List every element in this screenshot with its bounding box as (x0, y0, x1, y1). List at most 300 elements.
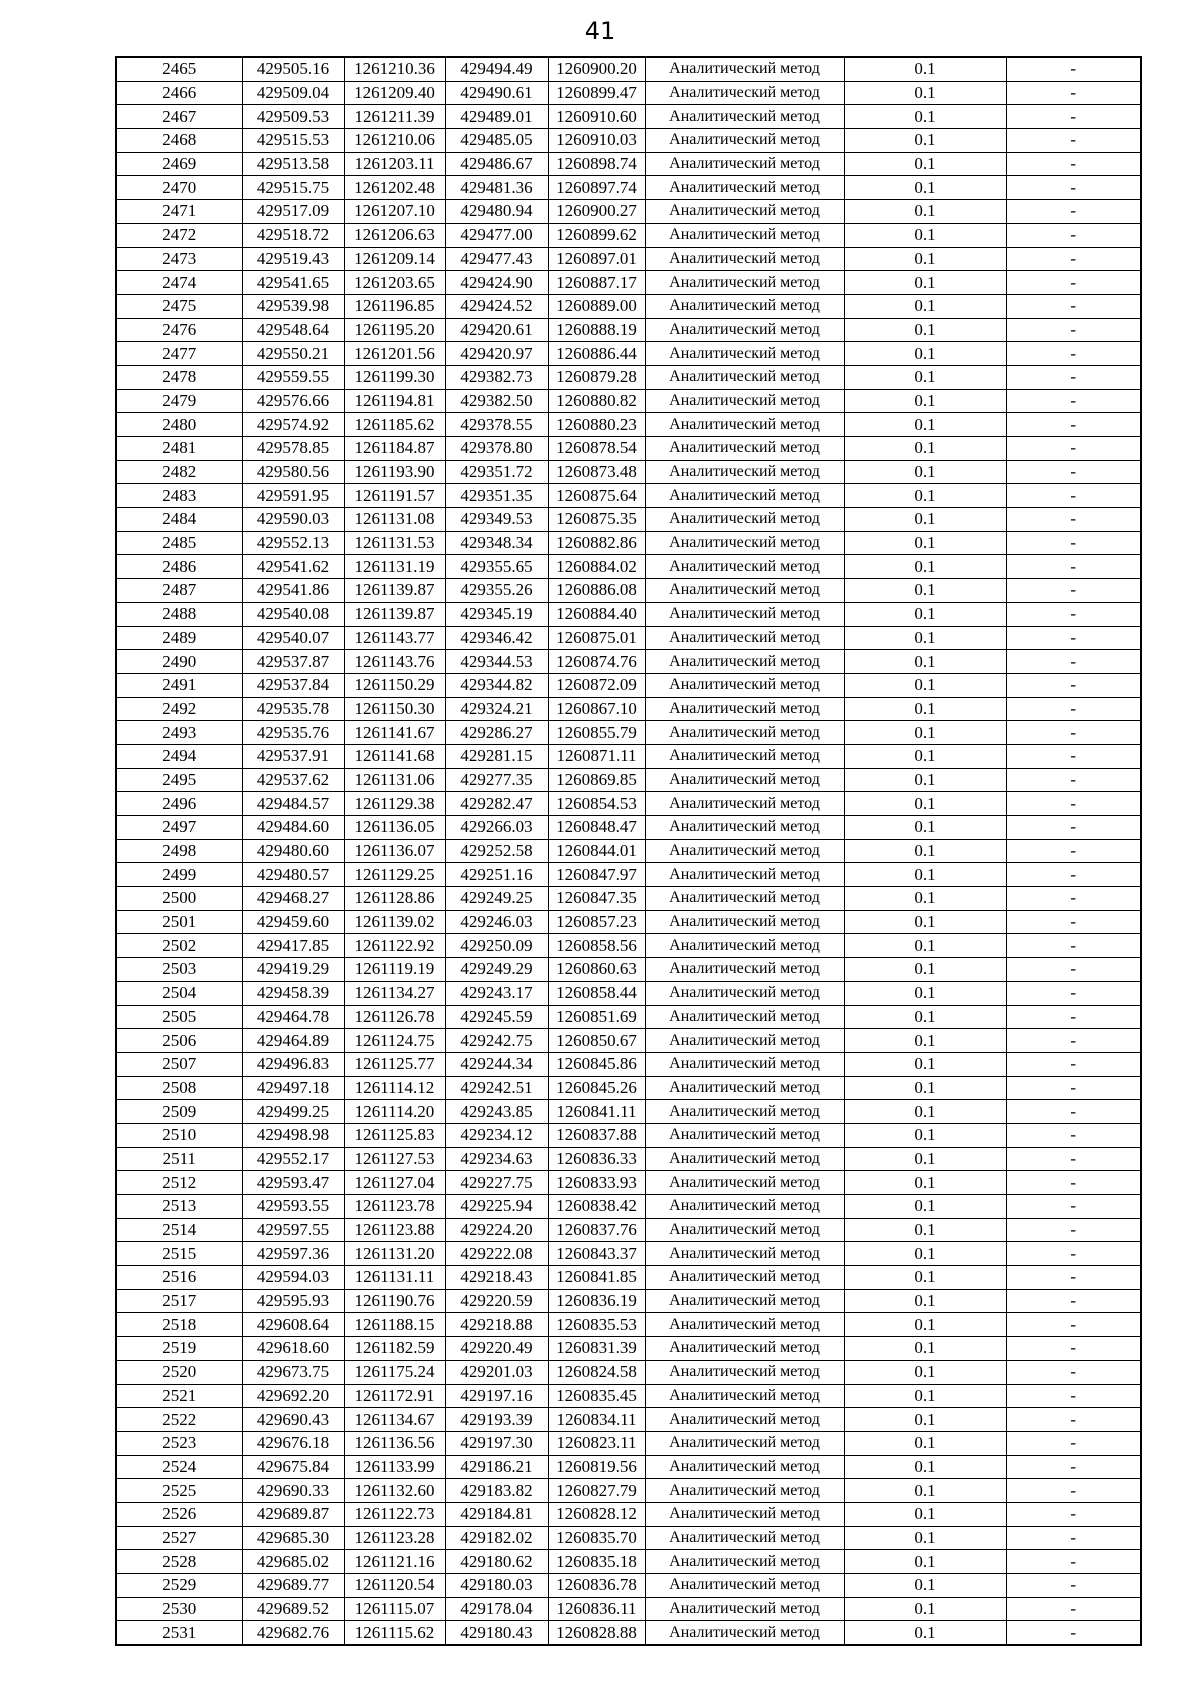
y1-cell: 1261134.27 (344, 981, 445, 1005)
x1-cell: 429509.53 (242, 105, 344, 129)
dash-cell: - (1006, 1218, 1141, 1242)
dash-cell: - (1006, 1147, 1141, 1171)
method-cell: Аналитический метод (645, 1147, 844, 1171)
x2-cell: 429178.04 (445, 1597, 548, 1621)
precision-cell: 0.1 (844, 1431, 1006, 1455)
x1-cell: 429682.76 (242, 1621, 344, 1645)
table-row (116, 555, 1141, 579)
table-row (116, 1100, 1141, 1124)
point-number-cell: 2475 (116, 294, 242, 318)
table-row (116, 1266, 1141, 1290)
y1-cell: 1261115.07 (344, 1597, 445, 1621)
method-cell: Аналитический метод (645, 1289, 844, 1313)
table-row (116, 460, 1141, 484)
point-number-cell: 2512 (116, 1171, 242, 1195)
y2-cell: 1260869.85 (548, 768, 645, 792)
method-cell: Аналитический метод (645, 958, 844, 982)
method-cell: Аналитический метод (645, 1408, 844, 1432)
dash-cell: - (1006, 318, 1141, 342)
x2-cell: 429286.27 (445, 721, 548, 745)
dash-cell: - (1006, 981, 1141, 1005)
x1-cell: 429484.60 (242, 816, 344, 840)
point-number-cell: 2478 (116, 365, 242, 389)
y1-cell: 1261194.81 (344, 389, 445, 413)
point-number-cell: 2469 (116, 152, 242, 176)
precision-cell: 0.1 (844, 721, 1006, 745)
precision-cell: 0.1 (844, 531, 1006, 555)
y2-cell: 1260837.88 (548, 1123, 645, 1147)
dash-cell: - (1006, 1550, 1141, 1574)
y1-cell: 1261203.11 (344, 152, 445, 176)
point-number-cell: 2485 (116, 531, 242, 555)
x1-cell: 429509.04 (242, 81, 344, 105)
x1-cell: 429548.64 (242, 318, 344, 342)
x2-cell: 429197.30 (445, 1431, 548, 1455)
dash-cell: - (1006, 697, 1141, 721)
dash-cell: - (1006, 1384, 1141, 1408)
y2-cell: 1260850.67 (548, 1029, 645, 1053)
point-number-cell: 2468 (116, 129, 242, 153)
y2-cell: 1260837.76 (548, 1218, 645, 1242)
precision-cell: 0.1 (844, 816, 1006, 840)
y2-cell: 1260836.11 (548, 1597, 645, 1621)
x2-cell: 429222.08 (445, 1242, 548, 1266)
point-number-cell: 2506 (116, 1029, 242, 1053)
dash-cell: - (1006, 1526, 1141, 1550)
method-cell: Аналитический метод (645, 508, 844, 532)
y1-cell: 1261127.04 (344, 1171, 445, 1195)
y1-cell: 1261188.15 (344, 1313, 445, 1337)
table-row (116, 958, 1141, 982)
table-row (116, 1526, 1141, 1550)
method-cell: Аналитический метод (645, 223, 844, 247)
precision-cell: 0.1 (844, 887, 1006, 911)
dash-cell: - (1006, 1574, 1141, 1598)
point-number-cell: 2505 (116, 1005, 242, 1029)
x1-cell: 429541.62 (242, 555, 344, 579)
point-number-cell: 2479 (116, 389, 242, 413)
method-cell: Аналитический метод (645, 1431, 844, 1455)
table-row (116, 200, 1141, 224)
x2-cell: 429351.72 (445, 460, 548, 484)
x2-cell: 429424.90 (445, 271, 548, 295)
method-cell: Аналитический метод (645, 555, 844, 579)
y2-cell: 1260854.53 (548, 792, 645, 816)
y2-cell: 1260867.10 (548, 697, 645, 721)
precision-cell: 0.1 (844, 958, 1006, 982)
method-cell: Аналитический метод (645, 531, 844, 555)
x1-cell: 429539.98 (242, 294, 344, 318)
x1-cell: 429497.18 (242, 1076, 344, 1100)
y2-cell: 1260872.09 (548, 673, 645, 697)
dash-cell: - (1006, 1621, 1141, 1645)
method-cell: Аналитический метод (645, 342, 844, 366)
y2-cell: 1260880.23 (548, 413, 645, 437)
point-number-cell: 2466 (116, 81, 242, 105)
x1-cell: 429499.25 (242, 1100, 344, 1124)
y1-cell: 1261123.78 (344, 1195, 445, 1219)
dash-cell: - (1006, 1076, 1141, 1100)
method-cell: Аналитический метод (645, 673, 844, 697)
dash-cell: - (1006, 81, 1141, 105)
precision-cell: 0.1 (844, 1171, 1006, 1195)
x1-cell: 429541.86 (242, 579, 344, 603)
table-row (116, 271, 1141, 295)
x1-cell: 429550.21 (242, 342, 344, 366)
page-number: 41 (584, 17, 616, 45)
x1-cell: 429590.03 (242, 508, 344, 532)
table-row (116, 1029, 1141, 1053)
point-number-cell: 2521 (116, 1384, 242, 1408)
x2-cell: 429277.35 (445, 768, 548, 792)
y2-cell: 1260833.93 (548, 1171, 645, 1195)
x1-cell: 429593.55 (242, 1195, 344, 1219)
precision-cell: 0.1 (844, 863, 1006, 887)
y1-cell: 1261195.20 (344, 318, 445, 342)
dash-cell: - (1006, 863, 1141, 887)
y1-cell: 1261139.87 (344, 579, 445, 603)
point-number-cell: 2488 (116, 602, 242, 626)
x2-cell: 429245.59 (445, 1005, 548, 1029)
x2-cell: 429242.51 (445, 1076, 548, 1100)
table-row (116, 1550, 1141, 1574)
table-row (116, 389, 1141, 413)
y1-cell: 1261185.62 (344, 413, 445, 437)
x2-cell: 429346.42 (445, 626, 548, 650)
method-cell: Аналитический метод (645, 1266, 844, 1290)
y2-cell: 1260835.18 (548, 1550, 645, 1574)
x1-cell: 429559.55 (242, 365, 344, 389)
point-number-cell: 2474 (116, 271, 242, 295)
y2-cell: 1260841.11 (548, 1100, 645, 1124)
point-number-cell: 2522 (116, 1408, 242, 1432)
y2-cell: 1260899.47 (548, 81, 645, 105)
precision-cell: 0.1 (844, 460, 1006, 484)
table-row (116, 1502, 1141, 1526)
y2-cell: 1260860.63 (548, 958, 645, 982)
table-row (116, 1313, 1141, 1337)
point-number-cell: 2490 (116, 650, 242, 674)
y1-cell: 1261131.19 (344, 555, 445, 579)
point-number-cell: 2483 (116, 484, 242, 508)
y2-cell: 1260835.45 (548, 1384, 645, 1408)
point-number-cell: 2513 (116, 1195, 242, 1219)
dash-cell: - (1006, 650, 1141, 674)
point-number-cell: 2529 (116, 1574, 242, 1598)
x2-cell: 429249.25 (445, 887, 548, 911)
x1-cell: 429496.83 (242, 1052, 344, 1076)
x1-cell: 429480.57 (242, 863, 344, 887)
table-row (116, 1289, 1141, 1313)
x2-cell: 429193.39 (445, 1408, 548, 1432)
x2-cell: 429490.61 (445, 81, 548, 105)
method-cell: Аналитический метод (645, 626, 844, 650)
y1-cell: 1261122.92 (344, 934, 445, 958)
point-number-cell: 2465 (116, 57, 242, 81)
dash-cell: - (1006, 958, 1141, 982)
x2-cell: 429345.19 (445, 602, 548, 626)
dash-cell: - (1006, 744, 1141, 768)
y1-cell: 1261119.19 (344, 958, 445, 982)
y2-cell: 1260888.19 (548, 318, 645, 342)
table-row (116, 602, 1141, 626)
dash-cell: - (1006, 1597, 1141, 1621)
y1-cell: 1261182.59 (344, 1337, 445, 1361)
y2-cell: 1260878.54 (548, 437, 645, 461)
method-cell: Аналитический метод (645, 484, 844, 508)
table-row (116, 1005, 1141, 1029)
table-row (116, 981, 1141, 1005)
y1-cell: 1261122.73 (344, 1502, 445, 1526)
x1-cell: 429464.78 (242, 1005, 344, 1029)
method-cell: Аналитический метод (645, 981, 844, 1005)
method-cell: Аналитический метод (645, 81, 844, 105)
table-row (116, 792, 1141, 816)
table-row (116, 294, 1141, 318)
precision-cell: 0.1 (844, 1218, 1006, 1242)
table-row (116, 365, 1141, 389)
y1-cell: 1261124.75 (344, 1029, 445, 1053)
precision-cell: 0.1 (844, 200, 1006, 224)
x2-cell: 429234.63 (445, 1147, 548, 1171)
precision-cell: 0.1 (844, 176, 1006, 200)
precision-cell: 0.1 (844, 1360, 1006, 1384)
method-cell: Аналитический метод (645, 1076, 844, 1100)
method-cell: Аналитический метод (645, 1123, 844, 1147)
y2-cell: 1260841.85 (548, 1266, 645, 1290)
point-number-cell: 2481 (116, 437, 242, 461)
x2-cell: 429220.49 (445, 1337, 548, 1361)
x1-cell: 429419.29 (242, 958, 344, 982)
point-number-cell: 2519 (116, 1337, 242, 1361)
y1-cell: 1261121.16 (344, 1550, 445, 1574)
precision-cell: 0.1 (844, 1289, 1006, 1313)
point-number-cell: 2500 (116, 887, 242, 911)
y2-cell: 1260884.40 (548, 602, 645, 626)
x1-cell: 429593.47 (242, 1171, 344, 1195)
table-row (116, 1408, 1141, 1432)
table-row (116, 650, 1141, 674)
table-row (116, 1147, 1141, 1171)
x2-cell: 429218.43 (445, 1266, 548, 1290)
y1-cell: 1261143.76 (344, 650, 445, 674)
dash-cell: - (1006, 1313, 1141, 1337)
method-cell: Аналитический метод (645, 271, 844, 295)
x2-cell: 429378.80 (445, 437, 548, 461)
method-cell: Аналитический метод (645, 389, 844, 413)
y1-cell: 1261114.20 (344, 1100, 445, 1124)
point-number-cell: 2509 (116, 1100, 242, 1124)
x1-cell: 429552.13 (242, 531, 344, 555)
y2-cell: 1260828.12 (548, 1502, 645, 1526)
y1-cell: 1261150.30 (344, 697, 445, 721)
y1-cell: 1261203.65 (344, 271, 445, 295)
precision-cell: 0.1 (844, 839, 1006, 863)
method-cell: Аналитический метод (645, 910, 844, 934)
table-row (116, 579, 1141, 603)
method-cell: Аналитический метод (645, 152, 844, 176)
precision-cell: 0.1 (844, 342, 1006, 366)
table-row (116, 1337, 1141, 1361)
y2-cell: 1260884.02 (548, 555, 645, 579)
method-cell: Аналитический метод (645, 129, 844, 153)
y2-cell: 1260835.53 (548, 1313, 645, 1337)
x2-cell: 429249.29 (445, 958, 548, 982)
method-cell: Аналитический метод (645, 1384, 844, 1408)
dash-cell: - (1006, 626, 1141, 650)
precision-cell: 0.1 (844, 413, 1006, 437)
method-cell: Аналитический метод (645, 1195, 844, 1219)
y1-cell: 1261120.54 (344, 1574, 445, 1598)
x1-cell: 429685.02 (242, 1550, 344, 1574)
table-row (116, 697, 1141, 721)
dash-cell: - (1006, 1123, 1141, 1147)
precision-cell: 0.1 (844, 152, 1006, 176)
y1-cell: 1261133.99 (344, 1455, 445, 1479)
dash-cell: - (1006, 460, 1141, 484)
x2-cell: 429266.03 (445, 816, 548, 840)
dash-cell: - (1006, 792, 1141, 816)
y2-cell: 1260843.37 (548, 1242, 645, 1266)
x2-cell: 429344.53 (445, 650, 548, 674)
precision-cell: 0.1 (844, 1550, 1006, 1574)
y2-cell: 1260910.60 (548, 105, 645, 129)
dash-cell: - (1006, 816, 1141, 840)
y1-cell: 1261131.08 (344, 508, 445, 532)
x2-cell: 429477.43 (445, 247, 548, 271)
table-row (116, 744, 1141, 768)
x1-cell: 429597.55 (242, 1218, 344, 1242)
point-number-cell: 2496 (116, 792, 242, 816)
table-row (116, 57, 1141, 81)
x2-cell: 429420.61 (445, 318, 548, 342)
dash-cell: - (1006, 223, 1141, 247)
precision-cell: 0.1 (844, 792, 1006, 816)
y1-cell: 1261126.78 (344, 1005, 445, 1029)
x1-cell: 429458.39 (242, 981, 344, 1005)
x2-cell: 429201.03 (445, 1360, 548, 1384)
x1-cell: 429578.85 (242, 437, 344, 461)
precision-cell: 0.1 (844, 1526, 1006, 1550)
y2-cell: 1260851.69 (548, 1005, 645, 1029)
x1-cell: 429618.60 (242, 1337, 344, 1361)
table-row (116, 673, 1141, 697)
precision-cell: 0.1 (844, 389, 1006, 413)
point-number-cell: 2473 (116, 247, 242, 271)
dash-cell: - (1006, 200, 1141, 224)
y2-cell: 1260828.88 (548, 1621, 645, 1645)
point-number-cell: 2510 (116, 1123, 242, 1147)
y2-cell: 1260836.33 (548, 1147, 645, 1171)
dash-cell: - (1006, 1171, 1141, 1195)
y2-cell: 1260838.42 (548, 1195, 645, 1219)
x2-cell: 429477.00 (445, 223, 548, 247)
precision-cell: 0.1 (844, 1384, 1006, 1408)
x1-cell: 429518.72 (242, 223, 344, 247)
point-number-cell: 2527 (116, 1526, 242, 1550)
y2-cell: 1260898.74 (548, 152, 645, 176)
y1-cell: 1261210.36 (344, 57, 445, 81)
y1-cell: 1261184.87 (344, 437, 445, 461)
precision-cell: 0.1 (844, 626, 1006, 650)
point-number-cell: 2482 (116, 460, 242, 484)
method-cell: Аналитический метод (645, 839, 844, 863)
table-row (116, 484, 1141, 508)
y1-cell: 1261123.28 (344, 1526, 445, 1550)
y2-cell: 1260880.82 (548, 389, 645, 413)
x2-cell: 429220.59 (445, 1289, 548, 1313)
dash-cell: - (1006, 365, 1141, 389)
dash-cell: - (1006, 1289, 1141, 1313)
x1-cell: 429580.56 (242, 460, 344, 484)
dash-cell: - (1006, 1266, 1141, 1290)
y2-cell: 1260900.27 (548, 200, 645, 224)
precision-cell: 0.1 (844, 318, 1006, 342)
precision-cell: 0.1 (844, 294, 1006, 318)
x2-cell: 429324.21 (445, 697, 548, 721)
precision-cell: 0.1 (844, 650, 1006, 674)
method-cell: Аналитический метод (645, 460, 844, 484)
y2-cell: 1260875.64 (548, 484, 645, 508)
y2-cell: 1260834.11 (548, 1408, 645, 1432)
y1-cell: 1261199.30 (344, 365, 445, 389)
x2-cell: 429344.82 (445, 673, 548, 697)
x1-cell: 429690.43 (242, 1408, 344, 1432)
precision-cell: 0.1 (844, 1147, 1006, 1171)
y2-cell: 1260844.01 (548, 839, 645, 863)
table-row (116, 1384, 1141, 1408)
dash-cell: - (1006, 129, 1141, 153)
method-cell: Аналитический метод (645, 413, 844, 437)
table-row (116, 910, 1141, 934)
point-number-cell: 2504 (116, 981, 242, 1005)
method-cell: Аналитический метод (645, 57, 844, 81)
x1-cell: 429552.17 (242, 1147, 344, 1171)
x1-cell: 429417.85 (242, 934, 344, 958)
point-number-cell: 2503 (116, 958, 242, 982)
point-number-cell: 2525 (116, 1479, 242, 1503)
precision-cell: 0.1 (844, 934, 1006, 958)
x2-cell: 429180.43 (445, 1621, 548, 1645)
x2-cell: 429485.05 (445, 129, 548, 153)
y1-cell: 1261207.10 (344, 200, 445, 224)
y1-cell: 1261132.60 (344, 1479, 445, 1503)
dash-cell: - (1006, 1005, 1141, 1029)
x1-cell: 429594.03 (242, 1266, 344, 1290)
y2-cell: 1260871.11 (548, 744, 645, 768)
precision-cell: 0.1 (844, 1076, 1006, 1100)
y2-cell: 1260848.47 (548, 816, 645, 840)
dash-cell: - (1006, 887, 1141, 911)
y2-cell: 1260874.76 (548, 650, 645, 674)
x1-cell: 429535.78 (242, 697, 344, 721)
method-cell: Аналитический метод (645, 318, 844, 342)
x1-cell: 429537.84 (242, 673, 344, 697)
x2-cell: 429227.75 (445, 1171, 548, 1195)
y1-cell: 1261131.20 (344, 1242, 445, 1266)
precision-cell: 0.1 (844, 437, 1006, 461)
precision-cell: 0.1 (844, 1313, 1006, 1337)
dash-cell: - (1006, 910, 1141, 934)
y1-cell: 1261175.24 (344, 1360, 445, 1384)
y1-cell: 1261136.05 (344, 816, 445, 840)
y2-cell: 1260886.44 (548, 342, 645, 366)
y2-cell: 1260819.56 (548, 1455, 645, 1479)
y1-cell: 1261125.77 (344, 1052, 445, 1076)
y1-cell: 1261134.67 (344, 1408, 445, 1432)
dash-cell: - (1006, 508, 1141, 532)
table-row (116, 1052, 1141, 1076)
